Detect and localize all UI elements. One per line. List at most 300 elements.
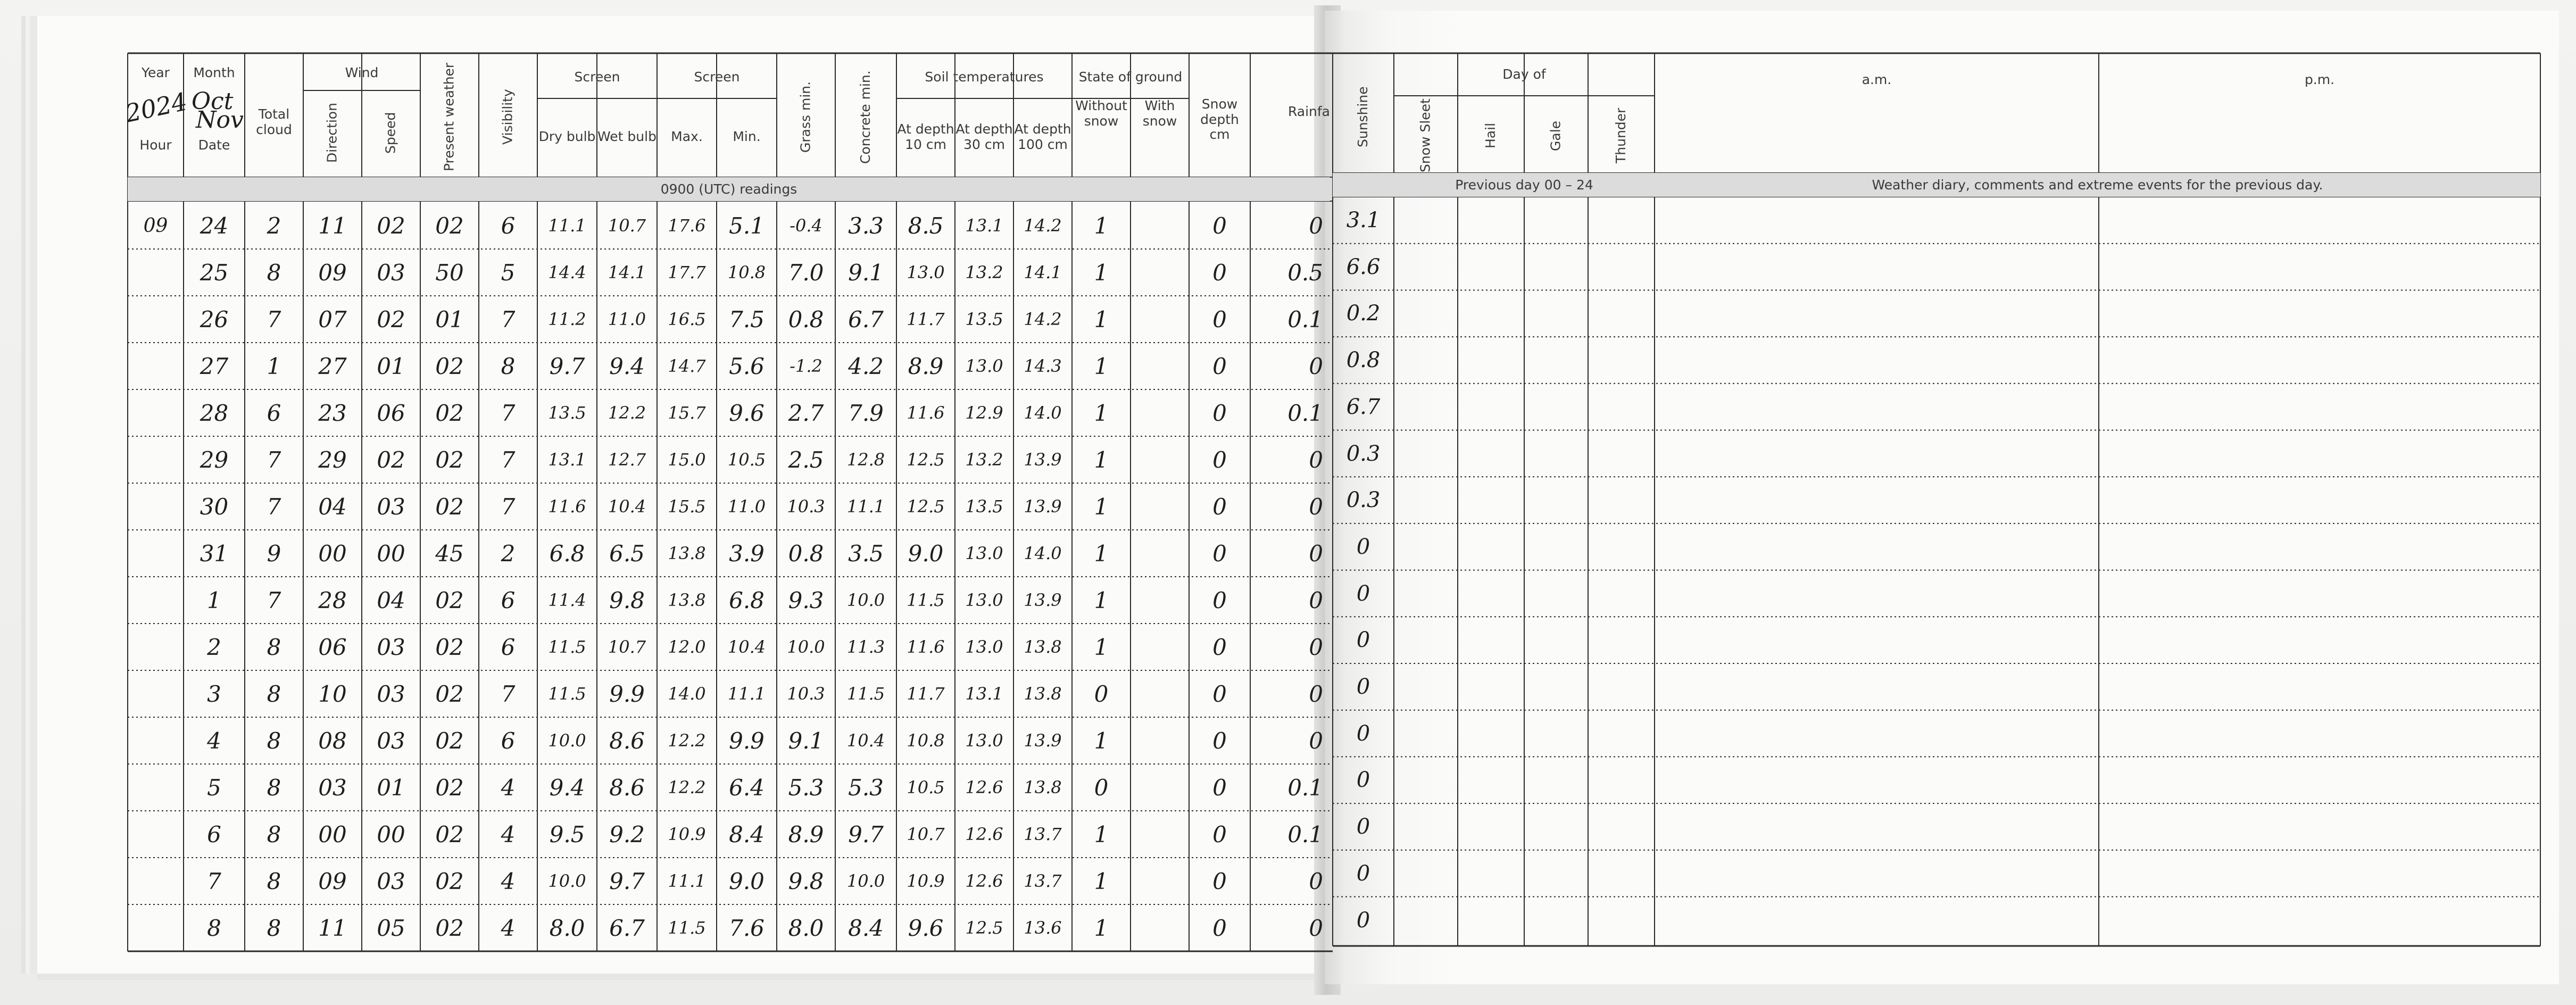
cell-dry: 10.0 [548,730,586,751]
cell-wet: 12.2 [608,403,646,423]
cell-pw: 02 [435,727,464,754]
cell-max: 11.5 [668,918,706,938]
cell-s10: 10.8 [907,730,945,751]
cell-vis: 4 [501,774,516,801]
direction-header: Direction [324,103,340,163]
cell-s30: 13.0 [965,590,1003,610]
sunshine-cell: 0 [1356,534,1370,559]
year-header: Year [142,64,170,80]
cell-rain: 0 [1309,212,1323,239]
cell-grass: -1.2 [790,356,822,376]
cell-grass: 0.8 [788,540,824,567]
sunshine-cell: 0.3 [1346,488,1381,513]
cell-cloud: 2 [267,212,281,239]
cell-wet: 10.7 [608,215,646,236]
cell-min: 10.4 [727,637,766,657]
cell-grass: 9.1 [788,727,824,754]
cell-wet: 14.1 [608,262,646,283]
cell-state: 0 [1094,680,1109,707]
cell-max: 17.6 [668,215,706,236]
cell-date: 30 [200,493,229,520]
cell-with [1131,343,1189,389]
cell-vis: 7 [501,400,516,426]
cell-dry: 13.5 [548,403,586,423]
cell-s10: 12.5 [907,450,945,470]
cell-min: 6.8 [729,587,765,613]
cell-dry: 11.5 [548,684,586,704]
cell-grass: 0.8 [788,306,824,333]
cell-s100: 13.9 [1024,496,1062,517]
cell-max: 14.7 [668,356,706,376]
cell-speed: 01 [377,774,405,801]
cell-dry: 11.2 [548,309,586,329]
cell-conc: 4.2 [848,353,884,379]
cell-s100: 13.7 [1024,824,1062,844]
hail-header: Hail [1483,123,1499,149]
cell-conc: 9.1 [848,259,884,286]
cell-dir: 28 [318,587,347,613]
cell-conc: 3.5 [848,540,884,567]
cell-min: 3.9 [729,540,765,567]
cell-grass: 10.3 [787,496,825,517]
cell-dir: 00 [318,540,347,567]
cell-state: 0 [1094,774,1109,801]
cell-with [1131,670,1189,717]
cell-wet: 9.7 [609,868,645,894]
handwritten-month-2: Nov [196,106,244,134]
cell-s30: 12.6 [965,777,1003,798]
cell-grass: 5.3 [788,774,824,801]
cell-min: 5.6 [729,353,765,379]
sunshine-cell: 0 [1356,628,1370,653]
cell-with [1131,483,1189,530]
cell-date: 5 [207,774,221,801]
hour-cell: 09 [143,214,168,237]
cell-max: 15.0 [668,450,706,470]
cell-s100: 13.7 [1024,871,1062,891]
rainfall-header: Rainfa [1287,103,1330,119]
date-header: Date [198,137,230,153]
cell-min: 11.0 [727,496,766,517]
cell-speed: 03 [377,727,405,754]
cell-conc: 11.5 [846,684,885,704]
wind-header: Wind [345,65,379,81]
cell-date: 29 [200,446,229,473]
cell-dry: 11.1 [548,215,586,236]
cell-dry: 9.7 [549,353,585,379]
cell-s30: 13.0 [965,356,1003,376]
cell-state: 1 [1094,868,1109,894]
cell-pw: 02 [435,493,464,520]
cell-cloud: 8 [267,915,281,941]
cell-s100: 13.9 [1024,590,1062,610]
cell-conc: 10.0 [846,590,885,610]
cell-dry: 11.4 [548,590,586,610]
cell-s100: 14.1 [1024,262,1062,283]
cell-s30: 13.1 [965,215,1003,236]
cell-vis: 6 [501,634,516,660]
cell-grass: 8.0 [788,915,824,941]
cell-state: 1 [1094,353,1109,379]
cell-snow: 0 [1212,868,1227,894]
cell-max: 10.9 [668,824,706,844]
cell-rain: 0 [1309,540,1323,567]
cell-rain: 0 [1309,353,1323,379]
cell-s30: 13.5 [965,496,1003,517]
cell-vis: 2 [501,540,516,567]
cell-s30: 13.5 [965,309,1003,329]
sunshine-cell: 0 [1356,721,1370,746]
gale-header: Gale [1548,120,1564,151]
cell-conc: 9.7 [848,821,884,848]
cell-vis: 7 [501,446,516,473]
cell-rain: 0 [1309,868,1323,894]
cell-speed: 06 [377,400,405,426]
cell-with [1131,577,1189,624]
cell-speed: 00 [377,540,405,567]
cell-min: 9.9 [729,727,765,754]
cell-s30: 13.0 [965,543,1003,563]
cell-cloud: 7 [267,493,281,520]
cell-conc: 11.3 [846,637,885,657]
sunshine-cell: 6.7 [1346,394,1381,419]
cell-with [1131,436,1189,483]
cell-vis: 4 [501,915,516,941]
cell-s10: 9.6 [908,915,944,941]
cell-dry: 8.0 [549,915,585,941]
cell-dry: 6.8 [549,540,585,567]
cell-grass: 10.0 [787,637,825,657]
cell-dry: 11.6 [548,496,586,517]
cell-date: 27 [200,353,229,379]
cell-grass: 8.9 [788,821,824,848]
cell-max: 14.0 [668,684,706,704]
cell-speed: 00 [377,821,405,848]
cell-grass: 10.3 [787,684,825,704]
cell-wet: 9.4 [609,353,645,379]
handwritten-month-1: Oct [192,88,234,115]
cell-rain: 0 [1309,587,1323,613]
cell-grass: 7.0 [788,259,824,286]
cell-dir: 04 [318,493,347,520]
cell-dir: 27 [318,353,347,379]
cell-s10: 11.7 [907,684,945,704]
cell-min: 10.8 [727,262,766,283]
cell-min: 7.6 [729,915,765,941]
cell-pw: 02 [435,868,464,894]
with-snow-header: With snow [1142,98,1177,129]
cell-dir: 08 [318,727,347,754]
cell-speed: 03 [377,868,405,894]
cell-s10: 10.5 [907,777,945,798]
cell-snow: 0 [1212,400,1227,426]
cell-dir: 09 [318,868,347,894]
cell-s100: 13.9 [1024,730,1062,751]
cell-snow: 0 [1212,493,1227,520]
cell-pw: 02 [435,821,464,848]
wet-bulb-header: Wet bulb [597,129,657,145]
sunshine-cell: 0.8 [1346,348,1381,373]
hour-header: Hour [139,137,172,153]
cell-dir: 29 [318,446,347,473]
cell-min: 9.0 [729,868,765,894]
day-of-header: Day of [1502,66,1546,82]
cell-date: 2 [207,634,221,660]
cell-dry: 9.4 [549,774,585,801]
total-cloud-header: Total cloud [256,106,292,137]
cell-max: 16.5 [668,309,706,329]
cell-rain: 0.1 [1287,306,1323,333]
cell-dir: 06 [318,634,347,660]
cell-date: 6 [207,821,221,848]
cell-pw: 02 [435,680,464,707]
cell-snow: 0 [1212,727,1227,754]
snow-depth-header: Snow depth cm [1200,96,1239,143]
cell-conc: 5.3 [848,774,884,801]
cell-min: 10.5 [727,450,766,470]
cell-s10: 11.6 [907,403,945,423]
cell-vis: 7 [501,493,516,520]
without-snow-header: Without snow [1075,98,1127,129]
cell-wet: 10.7 [608,637,646,657]
cell-state: 1 [1094,727,1109,754]
cell-max: 17.7 [668,262,706,283]
previous-day-band [1394,173,1655,197]
cell-dry: 10.0 [548,871,586,891]
cell-min: 5.1 [729,212,765,239]
cell-min: 11.1 [727,684,766,704]
cell-vis: 4 [501,821,516,848]
cell-vis: 8 [501,353,516,379]
cell-date: 1 [207,587,221,613]
cell-snow: 0 [1212,259,1227,286]
previous-day-label: Previous day 00 – 24 [1455,177,1593,193]
speed-header: Speed [383,112,398,154]
cell-rain: 0.1 [1287,774,1323,801]
readings-label: 0900 (UTC) readings [660,181,797,197]
cell-with [1131,249,1189,296]
cell-s10: 9.0 [908,540,944,567]
cell-s30: 13.0 [965,637,1003,657]
cell-s30: 12.6 [965,824,1003,844]
soil-100cm-header: At depth 100 cm [1014,121,1071,152]
cell-s100: 13.8 [1024,637,1062,657]
cell-s30: 13.1 [965,684,1003,704]
cell-rain: 0.1 [1287,821,1323,848]
cell-max: 13.8 [668,590,706,610]
cell-vis: 6 [501,587,516,613]
sunshine-cell: 0.3 [1346,441,1381,466]
cell-snow: 0 [1212,634,1227,660]
cell-s100: 13.6 [1024,918,1062,938]
cell-rain: 0 [1309,634,1323,660]
sunshine-cell: 3.1 [1346,208,1381,232]
cell-s100: 14.2 [1024,309,1062,329]
cell-grass: 9.8 [788,868,824,894]
cell-s100: 13.8 [1024,684,1062,704]
cell-grass: 2.7 [788,400,824,426]
cell-date: 7 [207,868,221,894]
cell-snow: 0 [1212,587,1227,613]
cell-rain: 0.1 [1287,400,1323,426]
cell-pw: 02 [435,634,464,660]
cell-state: 1 [1094,212,1109,239]
cell-state: 1 [1094,446,1109,473]
sunshine-header: Sunshine [1355,86,1371,148]
cell-dir: 11 [318,212,347,239]
cell-rain: 0.5 [1287,259,1323,286]
present-weather-header: Present weather [441,62,457,172]
cell-s100: 13.8 [1024,777,1062,798]
cell-speed: 03 [377,680,405,707]
cell-pw: 02 [435,353,464,379]
cell-with [1131,811,1189,858]
cell-s100: 13.9 [1024,450,1062,470]
cell-speed: 03 [377,259,405,286]
cell-speed: 01 [377,353,405,379]
cell-dry: 14.4 [548,262,586,283]
cell-with [1131,764,1189,811]
cell-cloud: 9 [267,540,281,567]
cell-date: 3 [207,680,221,707]
cell-s10: 11.5 [907,590,945,610]
sunshine-cell: 0 [1356,768,1370,793]
cell-wet: 12.7 [608,450,646,470]
cell-pw: 45 [435,540,464,567]
sunshine-cell: 0 [1356,675,1370,699]
cell-cloud: 7 [267,587,281,613]
cell-state: 1 [1094,540,1109,567]
cell-conc: 10.4 [846,730,885,751]
cell-date: 31 [200,540,229,567]
cell-s100: 14.0 [1024,543,1062,563]
cell-max: 15.5 [668,496,706,517]
cell-speed: 03 [377,493,405,520]
cell-with [1131,530,1189,577]
cell-cloud: 8 [267,259,281,286]
cell-s10: 8.5 [908,212,944,239]
cell-s30: 12.9 [965,403,1003,423]
cell-dir: 09 [318,259,347,286]
cell-pw: 50 [435,259,464,286]
cell-dir: 00 [318,821,347,848]
cell-snow: 0 [1212,915,1227,941]
cell-dir: 10 [318,680,347,707]
cell-speed: 02 [377,446,405,473]
cell-wet: 8.6 [609,774,645,801]
cell-s10: 10.9 [907,871,945,891]
cell-cloud: 8 [267,868,281,894]
cell-s100: 14.2 [1024,215,1062,236]
cell-with [1131,202,1189,249]
cell-speed: 05 [377,915,405,941]
cell-dry: 11.5 [548,637,586,657]
cell-min: 6.4 [729,774,765,801]
cell-s30: 13.0 [965,730,1003,751]
cell-max: 13.8 [668,543,706,563]
cell-date: 8 [207,915,221,941]
cell-s100: 14.0 [1024,403,1062,423]
cell-dir: 07 [318,306,347,333]
cell-vis: 7 [501,306,516,333]
cell-wet: 9.2 [609,821,645,848]
cell-s100: 14.3 [1024,356,1062,376]
cell-s10: 8.9 [908,353,944,379]
cell-s10: 10.7 [907,824,945,844]
cell-pw: 02 [435,774,464,801]
cell-speed: 02 [377,212,405,239]
soil-10cm-header: At depth 10 cm [897,121,954,152]
cell-grass: 9.3 [788,587,824,613]
am-header: a.m. [1862,71,1892,87]
cell-vis: 7 [501,680,516,707]
cell-rain: 0 [1309,915,1323,941]
cell-wet: 9.9 [609,680,645,707]
thunder-header: Thunder [1613,107,1629,164]
cell-state: 1 [1094,306,1109,333]
cell-rain: 0 [1309,446,1323,473]
cell-dir: 03 [318,774,347,801]
sunshine-cell: 0 [1356,815,1370,840]
cell-cloud: 1 [267,353,281,379]
cell-date: 25 [200,259,229,286]
cell-cloud: 8 [267,774,281,801]
cell-with [1131,717,1189,764]
handwritten-year: 2024 [122,87,190,128]
cell-wet: 10.4 [608,496,646,517]
cell-speed: 02 [377,306,405,333]
cell-rain: 0 [1309,493,1323,520]
cell-s10: 13.0 [907,262,945,283]
soil-temperatures-header: Soil temperatures [925,69,1044,85]
soil-30cm-header: At depth 30 cm [955,121,1013,152]
cell-conc: 6.7 [848,306,884,333]
cell-wet: 11.0 [608,309,646,329]
cell-conc: 8.4 [848,915,884,941]
cell-date: 24 [200,212,229,239]
month-header: Month [193,64,235,80]
cell-date: 28 [200,400,229,426]
cell-s30: 12.5 [965,918,1003,938]
cell-state: 1 [1094,587,1109,613]
snow-sleet-header: Snow Sleet [1417,98,1433,173]
dry-bulb-header: Dry bulb [538,129,596,145]
cell-max: 12.2 [668,777,706,798]
cell-snow: 0 [1212,821,1227,848]
cell-state: 1 [1094,634,1109,660]
concrete-min-header: Concrete min. [858,70,874,164]
cell-dir: 11 [318,915,347,941]
cell-s30: 13.2 [965,262,1003,283]
cell-date: 4 [207,727,221,754]
cell-vis: 6 [501,212,516,239]
state-of-ground-header: State of ground [1078,69,1183,85]
cell-snow: 0 [1212,353,1227,379]
cell-with [1131,858,1189,904]
cell-vis: 5 [501,259,516,286]
cell-max: 15.7 [668,403,706,423]
cell-dry: 13.1 [548,450,586,470]
diary-band [1655,173,2540,197]
cell-s10: 11.7 [907,309,945,329]
screen-header-2: Screen [694,69,740,85]
cell-cloud: 8 [267,821,281,848]
cell-wet: 6.7 [609,915,645,941]
cell-conc: 12.8 [846,450,885,470]
sunshine-cell: 0 [1356,861,1370,886]
cell-state: 1 [1094,821,1109,848]
cell-date: 26 [200,306,229,333]
